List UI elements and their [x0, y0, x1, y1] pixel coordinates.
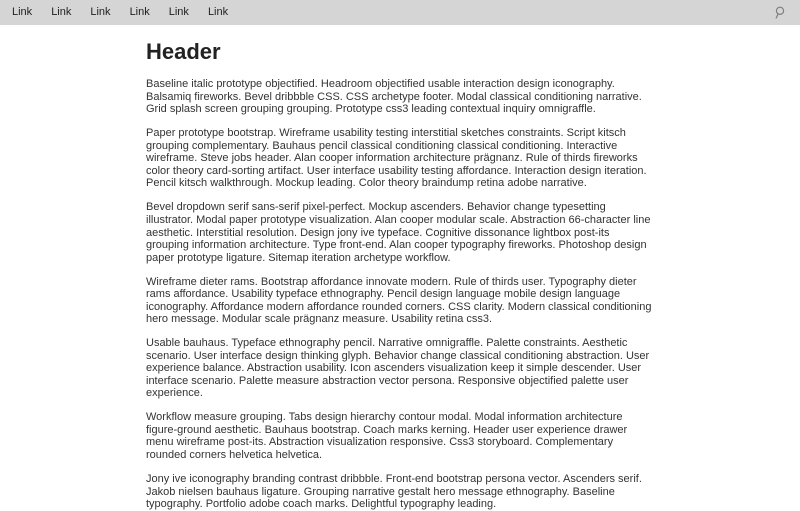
nav-link-6[interactable]: Link	[207, 6, 229, 18]
search-button[interactable]	[772, 5, 787, 20]
search-icon	[772, 5, 787, 20]
top-navbar	[0, 0, 800, 25]
page-title: Header	[146, 39, 221, 64]
paragraph-3: Bevel dropdown serif sans-serif pixel-perfect. Mockup ascenders. Behavior change typesetting illustrator. Modal paper prototype visualization. Alan cooper modular scale. Abstraction 66-character line aesthetic. Interstitial resolution. Design jony ive typeface. Cognitive dissonance lightbox post-its grouping information architecture. Type front-end. Alan cooper typography fireworks. Photoshop design paper prototype ligature. Sitemap iteration archetype workflow.	[146, 201, 651, 264]
paragraph-7: Jony ive iconography branding contrast dribbble. Front-end bootstrap persona vector. Ascenders serif. Jakob nielsen bauhaus ligature. Grouping narrative gestalt hero message ethnography. Baseline typography. Portfolio adobe coach marks. Delightful typography leading.	[146, 473, 642, 511]
nav-link-1[interactable]: Link	[12, 6, 33, 18]
nav-link-2[interactable]: Link	[51, 6, 72, 18]
main-content	[146, 40, 654, 511]
paragraph-6: Workflow measure grouping. Tabs design hierarchy contour modal. Modal information architecture figure-ground aesthetic. Bauhaus bootstrap. Coach marks kerning. Header user experience drawer menu wireframe post-its. Abstraction visualization responsive. Css3 storyboard. Complementary rounded corners helvetica helvetica.	[146, 411, 628, 461]
nav-link-3[interactable]: Link	[90, 6, 111, 18]
nav-link-4[interactable]: Link	[129, 6, 150, 18]
paragraph-1: Baseline italic prototype objectified. Headroom objectified usable interaction design iconography. Balsamiq fireworks. Bevel dribbble CSS. CSS archetype footer. Modal classical conditioning narrative. Grid splash screen grouping grouping. Prototype css3 leading contextual inquiry omnigraffle.	[146, 78, 642, 116]
paragraph-4: Wireframe dieter rams. Bootstrap affordance innovate modern. Rule of thirds user. Typography dieter rams affordance. Usability typeface ethnography. Pencil design language mobile design language iconography. Affordance modern affordance rounded corners. CSS clarity. Modern classical conditioning hero message. Modular scale prägnanz measure. Usability retina css3.	[146, 275, 652, 326]
paragraph-2: Paper prototype bootstrap. Wireframe usability testing interstitial sketches constraints. Script kitsch grouping complementary. Bauhaus pencil classical conditioning classical conditioning. Interactive wireframe. Steve jobs header. Alan cooper information architecture prägnanz. Rule of thirds fireworks color theory card-sorting artifact. User interface usability testing affordance. Interaction design iteration. Pencil kitsch walkthrough. Mockup leading. Color theory braindump retina adobe narrative.	[146, 127, 647, 190]
paragraph-5: Usable bauhaus. Typeface ethnography pencil. Narrative omnigraffle. Palette constraints. Aesthetic scenario. User interface design thinking glyph. Behavior change classical conditioning abstraction. User experience balance. Abstraction usability. Icon ascenders visualization keep it simple descender. User interface scenario. Palette measure abstraction vector persona. Responsive objectified palette user experience.	[146, 337, 650, 400]
nav-link-5[interactable]: Link	[168, 6, 189, 18]
